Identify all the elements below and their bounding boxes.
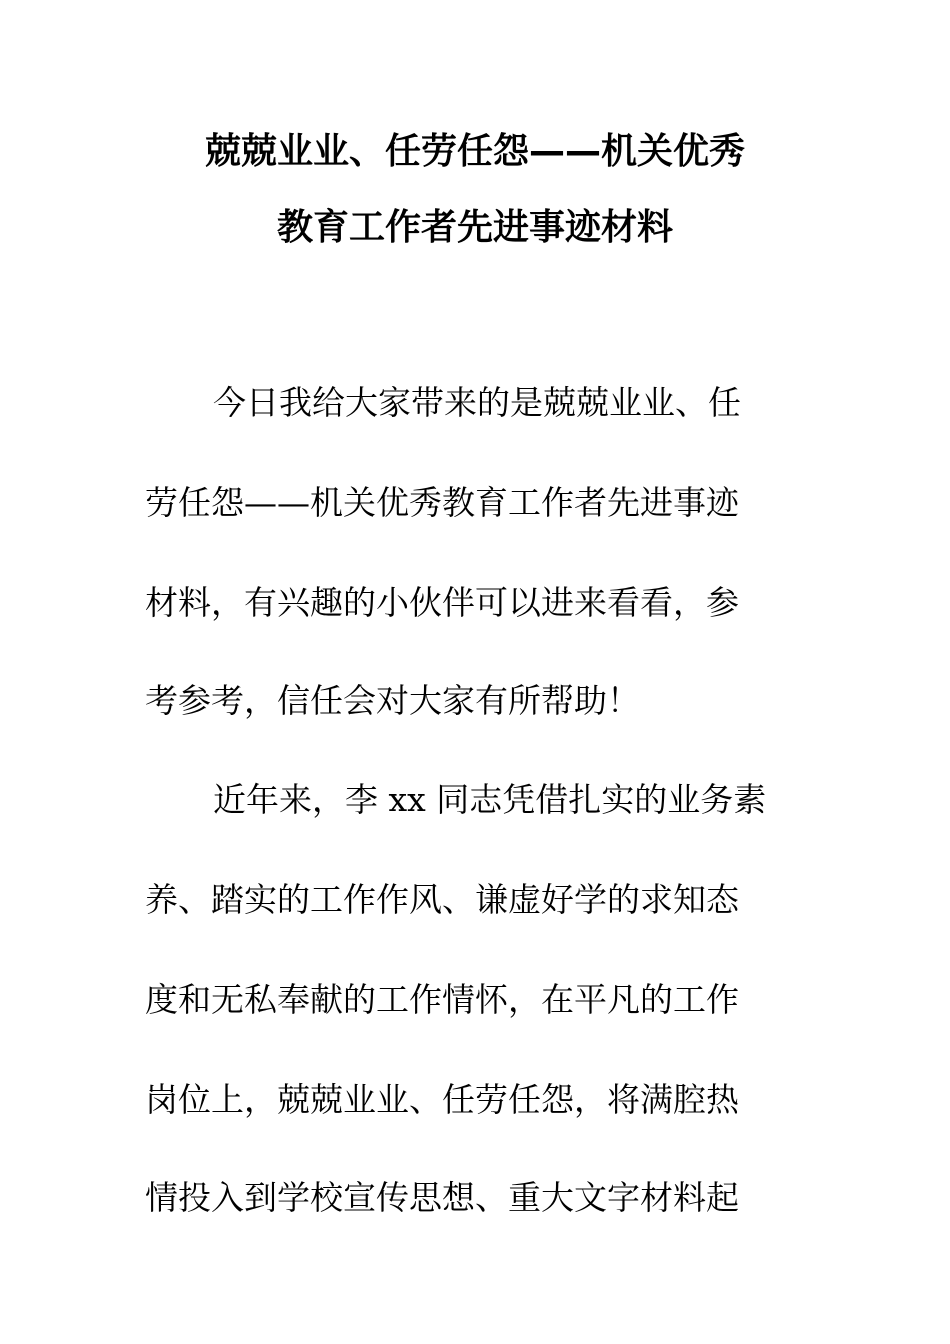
paragraph-line: 劳任怨——机关优秀教育工作者先进事迹: [145, 483, 739, 522]
paragraph-line: 度和无私奉献的工作情怀，在平凡的工作: [145, 980, 739, 1019]
paragraph-line: 考参考，信任会对大家有所帮助！: [145, 681, 640, 720]
paragraph-line: 情投入到学校宣传思想、重大文字材料起: [145, 1178, 739, 1217]
document-title-line-1: 兢兢业业、任劳任怨——机关优秀: [204, 131, 745, 172]
paragraph-line: 材料，有兴趣的小伙伴可以进来看看，参: [145, 583, 739, 622]
document-title-line-2: 教育工作者先进事迹材料: [276, 207, 673, 248]
paragraph-line: 近年来，李 xx 同志凭借扎实的业务素: [213, 780, 767, 819]
paragraph-line: 今日我给大家带来的是兢兢业业、任: [213, 383, 741, 422]
paragraph-line: 养、踏实的工作作风、谦虚好学的求知态: [145, 880, 739, 919]
paragraph-line: 岗位上，兢兢业业、任劳任怨，将满腔热: [145, 1080, 739, 1119]
